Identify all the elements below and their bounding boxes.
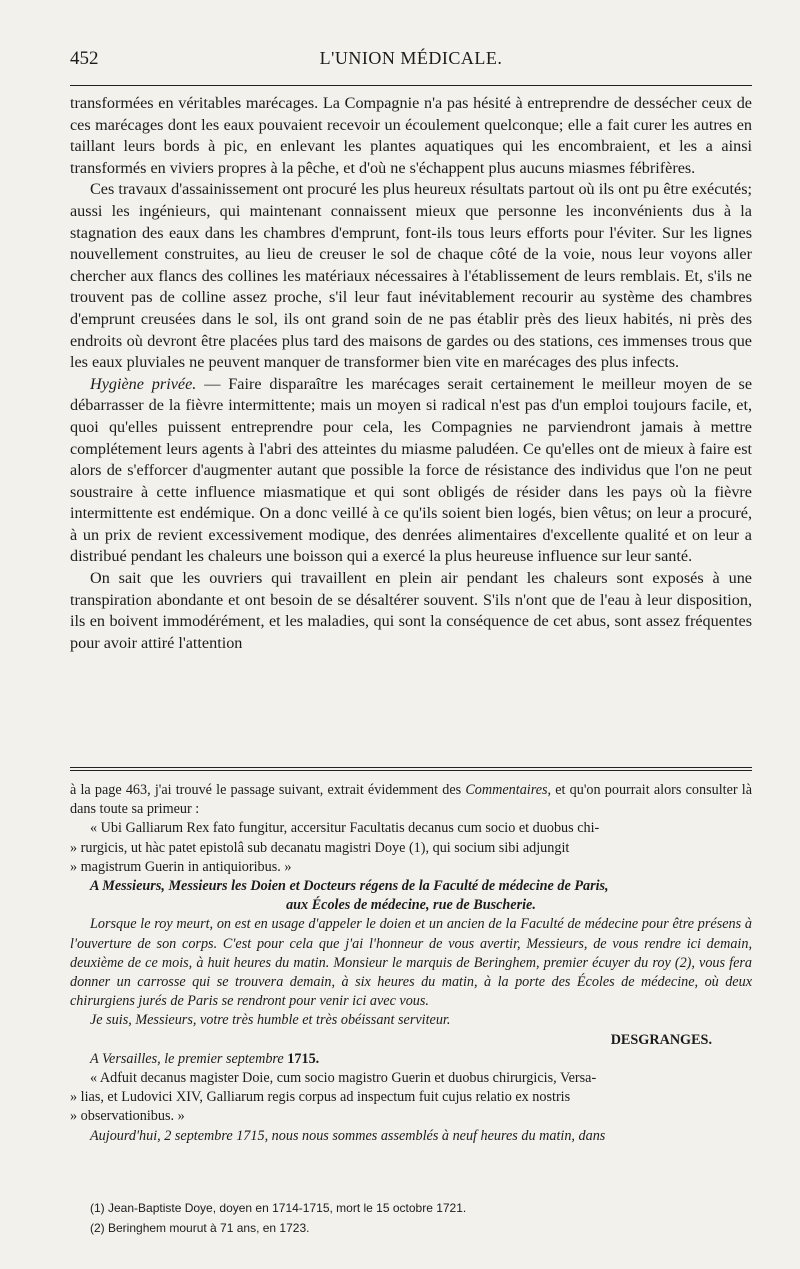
note-line: à la page 463, j'ai trouvé le passage suivant, extrait évidemment des Commentaires, et qu'on pourrait alors consulter là dans toute sa primeur : [70, 782, 753, 818]
running-title: L'UNION MÉDICALE. [319, 48, 503, 68]
section-heading: Hygiène privée. [90, 374, 197, 393]
paragraph-hygiene [70, 374, 752, 568]
paragraph: transformées en véritables marécages. La Compagnie n'a pas hésité à entreprendre de dessécher ceux de ces marécages dont les eaux pouvaient recevoir un écoulement quelconque; elle a fait curer les autres en taillant leurs bords à pic, en enlevant les plantes aquatiques qui les encombraient, et les a ainsi transformés en viviers propres à la pêche, et d'où ne s'échappent plus aucuns miasmes fébrifères. [70, 94, 752, 177]
note-line: » lias, et Ludovici XIV, Galliarum regis corpus ad inspectum fuit cujus relatio ex nostris [70, 1089, 571, 1106]
letter-date: A Versailles, le premier septembre 1715. [90, 1050, 320, 1067]
notes-block [70, 781, 752, 1146]
footnotes [70, 1198, 752, 1238]
main-text [70, 93, 752, 654]
footnote: (2) Beringhem mourut à 71 ans, en 1723. [90, 1221, 310, 1235]
note-line: » rurgicis, ut hàc patet epistolâ sub decanatu magistri Doye (1), qui socium sibi adjungit [70, 839, 570, 856]
paragraph-body: — Faire disparaître les marécages serait certainement le meilleur moyen de se débarrasser de la fièvre intermittente; mais un moyen si radical n'est pas d'un emploi toujours facile, et, quoi qu'elles puissent entreprendre pour cela, les Compagnies ne parviendront jamais à mettre complétement leurs agents à l'abri des atteintes du miasme paludéen. Ce qu'elles ont de mieux à faire est alors de s'efforcer d'augmenter autant que possible la force de résistance des individus que l'on ne peut soustraire à cette influence miasmatique et qui sont obligés de résider dans les pays où la fièvre intermittente est endémique. On a donc veillé à ce qu'ils soient bien logés, bien vêtus; on leur a procuré, à un prix de revient excessivement modique, des denrées alimentaires d'excellente qualité et on leur a distribué pendant les chaleurs une boisson qui a exercé la plus heureuse influence sur leur santé. [70, 374, 753, 566]
note-line: « Adfuit decanus magister Doie, cum socio magistro Guerin et duobus chirurgicis, Versa- [90, 1070, 597, 1087]
letter-address-line2: aux Écoles de médecine, rue de Buscherie. [286, 897, 536, 914]
letter-body: Lorsque le roy meurt, on est en usage d'appeler le doien et un ancien de la Faculté de médecine pour être présens à l'ouverture de son corps. C'est pour cela que j'ai l'honneur de vous avertir, Messieurs, de vous rendre ici demain, deuxième de ce mois, à huit heures du matin. Monsieur le marquis de Beringhem, premier écuyer du roy (2), vous fera donner un carrosse qui se trouvera demain, à six heures du matin, à la porte des Écoles de médecine, où deux chirurgiens jurés de Paris se rendront pour venir ici avec vous. [70, 916, 752, 1010]
footnote-separator [70, 767, 752, 771]
note-line: » magistrum Guerin in antiquioribus. » [70, 858, 292, 875]
header-rule [70, 85, 752, 86]
letter-address: A Messieurs, Messieurs les Doien et Docteurs régens de la Faculté de médecine de Paris, [90, 878, 609, 895]
note-line: » observationibus. » [70, 1108, 185, 1125]
page-number: 452 [70, 48, 99, 69]
footnote: (1) Jean-Baptiste Doye, doyen en 1714-1715, mort le 15 octobre 1721. [90, 1201, 467, 1215]
paragraph: On sait que les ouvriers qui travaillent en plein air pendant les chaleurs sont exposés à une transpiration abondante et ont besoin de se désaltérer souvent. S'ils n'ont que de l'eau à leur disposition, ils en boivent immodérément, et les maladies, qui sont la conséquence de cet abus, sont assez fréquentes pour avoir attiré l'attention [70, 569, 752, 652]
paragraph: Ces travaux d'assainissement ont procuré les plus heureux résultats partout où ils ont pu être exécutés; aussi les ingénieurs, qui maintenant connaissent mieux que personne les inconvénients dus à la stagnation des eaux dans les chambres d'emprunt, font-ils tous leurs efforts pour l'éviter. Sur les lignes nouvellement construites, au lieu de creuser le sol de chaque côté de la voie, nous leur voyons aller chercher aux flancs des collines les matériaux nécessaires à l'établissement de leurs remblais. Et, s'ils ne trouvent pas de colline assez proche, s'il leur faut inévitablement recourir au système des chambres d'emprunt creusées dans le sol, ils ont grand soin de ne pas établir près des lieux habités, ni près des endroits où devront être placées plus tard des maisons de gardes ou des stations, ces immenses trous que les eaux pluviales ne peuvent manquer de transformer bien vite en marécages des plus infects. [70, 180, 752, 372]
note-line: Aujourd'hui, 2 septembre 1715, nous nous sommes assemblés à neuf heures du matin, dans [90, 1127, 606, 1144]
letter-signature: DESGRANGES. [610, 1031, 712, 1048]
note-line: « Ubi Galliarum Rex fato fungitur, accersitur Facultatis decanus cum socio et duobus chi- [90, 820, 600, 837]
page-header [70, 48, 752, 74]
letter-closing: Je suis, Messieurs, votre très humble et très obéissant serviteur. [90, 1012, 451, 1029]
